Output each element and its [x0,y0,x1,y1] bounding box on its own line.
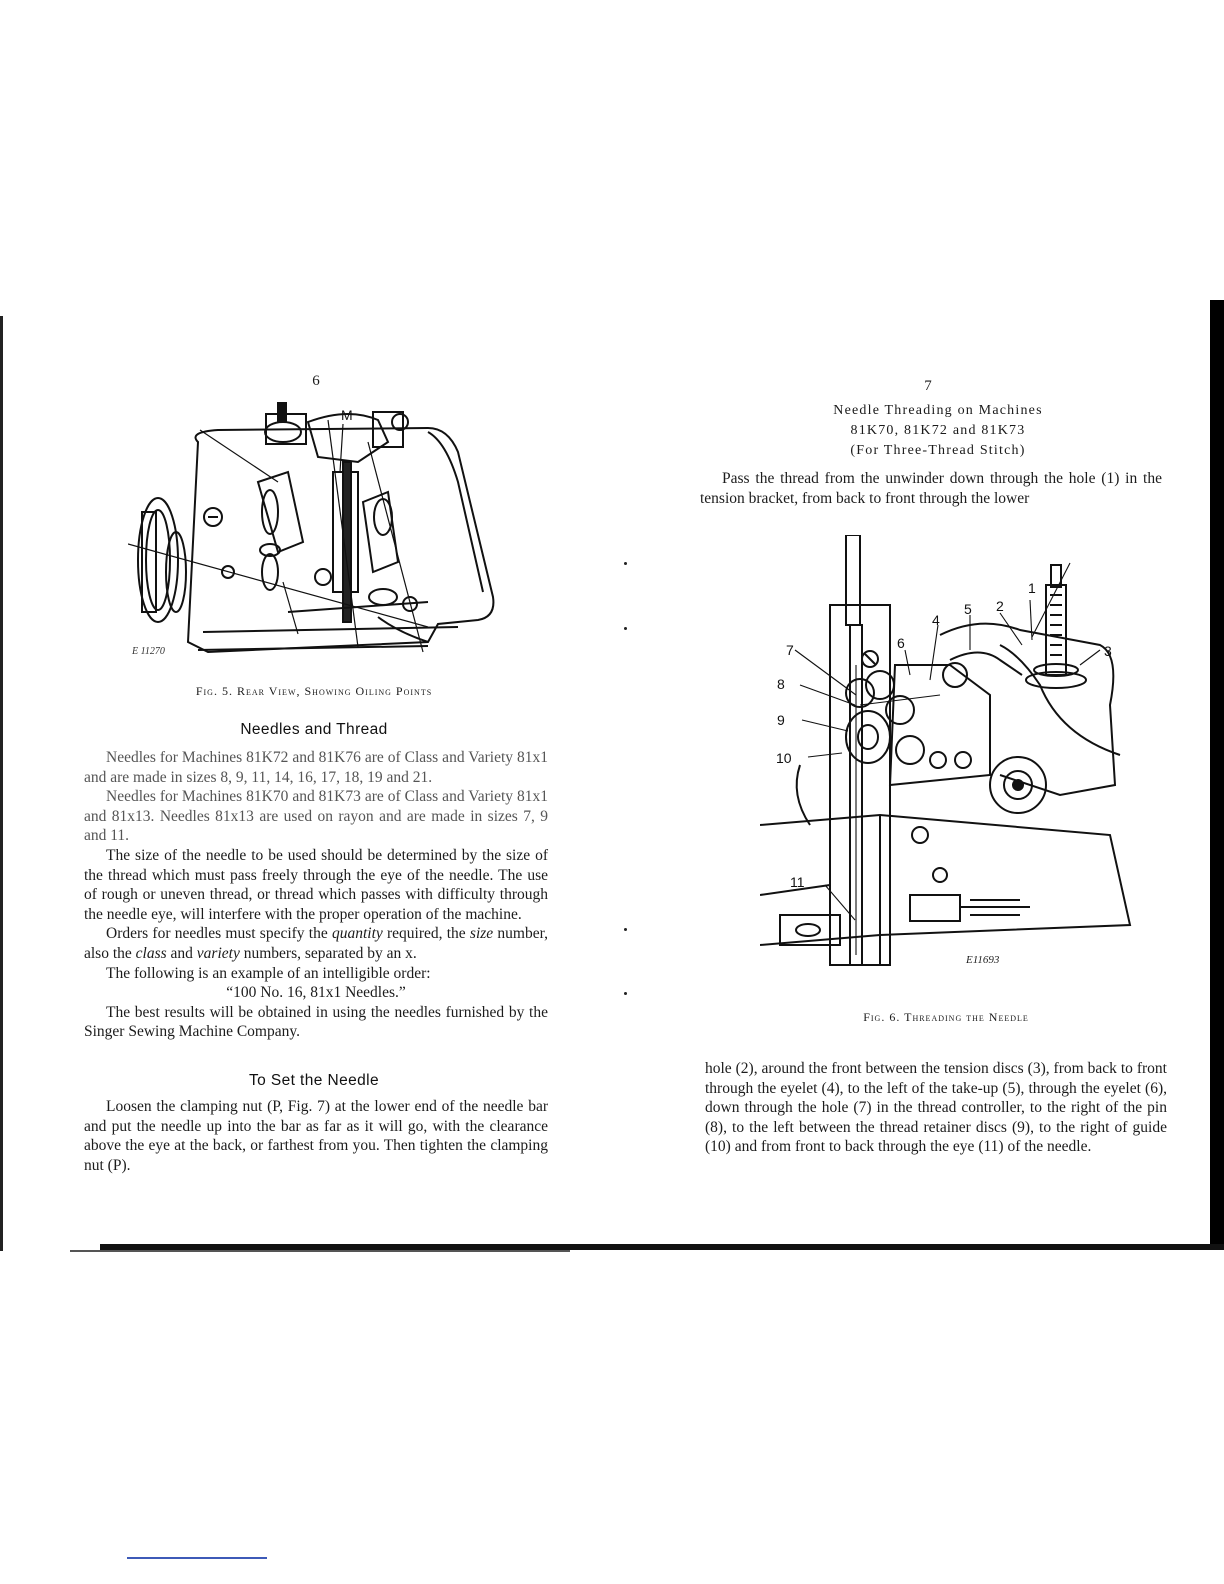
left-body-text-1 [84,748,548,1042]
page-edge-left [0,316,3,1251]
threading-heading [728,401,1148,461]
gutter-speck [624,928,627,931]
order-quantity-term: quantity [331,925,383,943]
figure-6-threading [760,535,1132,975]
callout-6: 6 [897,635,905,651]
order-variety-term: variety [196,944,240,962]
paragraph-threading-continued: hole (2), around the front between the tension discs (3), from back to front through the eyelet (4), to the left of the take-up (5), through the eyelet (6), down through the hole (7) in the thread controller, to the right of the pin (8), to the left between the thread retainer discs (9), to the right of guide (10) and from front to back through the eye (11) of the needle. [705,1060,1167,1156]
order-class-term: class [135,944,167,962]
section-title-needles-and-thread: Needles and Thread [240,721,388,738]
order-text-b: required, the [382,925,470,943]
paragraph-needle-classes-81x1: Needles for Machines 81K72 and 81K76 are of Class and Variety 81x1 and are made in sizes 8, 9, 11, 14, 16, 17, 18, 19 and 21. [84,749,548,786]
order-text-c: number, also the [84,925,548,962]
section-title-set-the-needle: To Set the Needle [248,1072,380,1089]
order-text-e: numbers, separated by an x. [239,944,417,962]
left-page-number: 6 [312,373,320,389]
callout-10: 10 [776,750,792,766]
callout-8: 8 [777,676,785,692]
gutter-speck [624,992,627,995]
paragraph-threading-intro: Pass the thread from the unwinder down through the hole (1) in the tension bracket, from back to front through the lower [700,470,1162,507]
order-size-term: size [469,925,494,943]
right-page-number: 7 [924,378,932,394]
gutter-speck [624,562,627,565]
paragraph-needle-size: The size of the needle to be used should be determined by the size of the thread which must pass freely through the eye of the needle. The use of rough or uneven thread, or thread which passes with difficulty through the needle eye, will interfere with the proper operation of the machine. [84,846,548,923]
callout-3: 3 [1104,643,1112,659]
callout-7: 7 [786,642,794,658]
order-text-d: and [166,944,197,962]
callout-2: 2 [996,598,1004,614]
figure-label-m: M [341,407,353,423]
callout-5: 5 [964,601,972,617]
paragraph-best-results: The best results will be obtained in using the needles furnished by the Singer Sewing Machine Company. [84,1003,548,1041]
example-order: “100 No. 16, 81x1 Needles.” [226,984,406,1002]
threading-heading-line2: 81K70, 81K72 and 81K73 [850,423,1026,438]
callout-1: 1 [1028,580,1036,596]
paragraph-needle-classes-81x13: Needles for Machines 81K70 and 81K73 are of Class and Variety 81x1 and 81x13. Needles 81x13 are used on rayon and are made in sizes 7, 9 and 11. [84,788,548,845]
figure-5-rear-view [128,402,500,664]
figure-6-caption: Fig. 6. Threading the Needle [863,1010,1029,1024]
callout-9: 9 [777,712,785,728]
figure-6-code: E11693 [966,954,1000,966]
left-body-text-2 [84,1097,548,1175]
order-text-a: Orders for needles must specify the [106,925,332,943]
machine-rear-view-illustration [128,402,500,664]
paragraph-example-intro: The following is an example of an intelligible order: [106,964,431,982]
callout-11: 11 [790,874,805,890]
gutter-speck [624,627,627,630]
right-intro-text [700,469,1162,508]
bottom-rule-thin [70,1250,570,1252]
figure-5-code: E 11270 [132,646,165,657]
page-edge-right [1210,300,1224,1250]
needle-threading-illustration [760,535,1132,975]
paragraph-order-spec [84,924,548,963]
footer-link-underline[interactable] [127,1557,267,1559]
threading-heading-line1: Needle Threading on Machines [833,403,1043,418]
paragraph-set-needle: Loosen the clamping nut (P, Fig. 7) at the lower end of the needle bar and put the needle up into the bar as far as it will go, with the clearance above the eye at the back, or farthest from you. Then tighten the clamping nut (P). [84,1098,548,1174]
threading-heading-line3: (For Three-Thread Stitch) [850,443,1026,458]
figure-5-caption: Fig. 5. Rear View, Showing Oiling Points [195,684,433,698]
right-body-text [705,1059,1167,1157]
callout-4: 4 [932,612,940,628]
